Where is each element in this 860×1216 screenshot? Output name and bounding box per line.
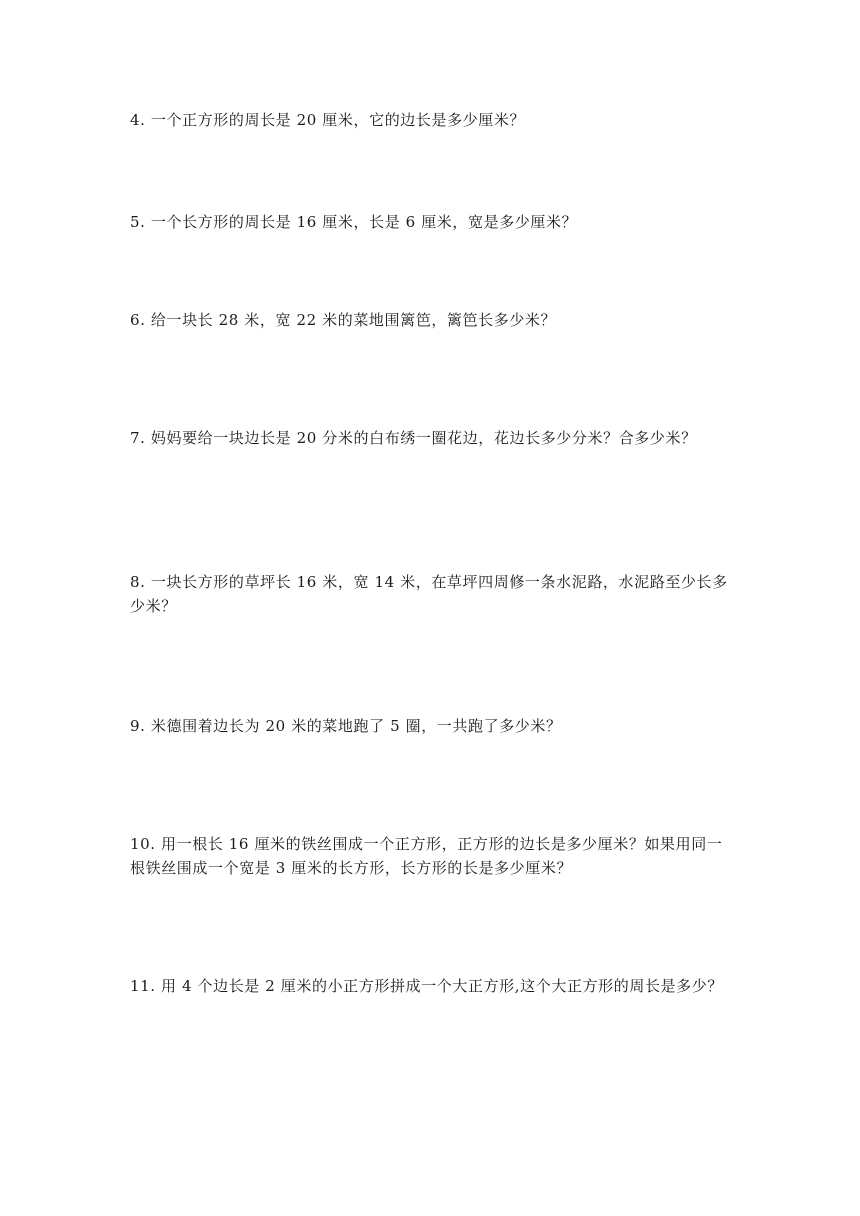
question-text: 妈妈要给一块边长是 20 分米的白布绣一圈花边，花边长多少分米？合多少米？ — [145, 429, 697, 447]
question-4 — [130, 108, 730, 132]
question-5 — [130, 210, 730, 234]
question-number: 9. — [130, 717, 146, 735]
question-text: 给一块长 28 米，宽 22 米的菜地围篱笆，篱笆长多少米？ — [145, 311, 557, 329]
question-8 — [130, 570, 730, 618]
question-text: 用一根长 16 厘米的铁丝围成一个正方形，正方形的边长是多少厘米？如果用同一根铁丝围成一个宽是 3 厘米的长方形，长方形的长是多少厘米？ — [130, 835, 723, 877]
question-number: 6. — [130, 311, 146, 329]
question-10 — [130, 832, 730, 880]
question-7 — [130, 426, 730, 450]
question-text: 一块长方形的草坪长 16 米，宽 14 米，在草坪四周修一条水泥路，水泥路至少长多少米？ — [130, 573, 728, 615]
question-text: 用 4 个边长是 2 厘米的小正方形拼成一个大正方形,这个大正方形的周长是多少？ — [155, 977, 723, 995]
question-number: 4. — [130, 111, 146, 129]
question-number: 8. — [130, 573, 146, 591]
question-11 — [130, 974, 730, 998]
question-number: 10. — [130, 835, 156, 853]
question-text: 一个正方形的周长是 20 厘米，它的边长是多少厘米？ — [145, 111, 526, 129]
question-number: 5. — [130, 213, 146, 231]
question-text: 一个长方形的周长是 16 厘米，长是 6 厘米，宽是多少厘米？ — [145, 213, 578, 231]
question-6 — [130, 308, 730, 332]
question-text: 米德围着边长为 20 米的菜地跑了 5 圈，一共跑了多少米？ — [145, 717, 562, 735]
question-number: 7. — [130, 429, 146, 447]
question-9 — [130, 714, 730, 738]
question-number: 11. — [130, 977, 156, 995]
